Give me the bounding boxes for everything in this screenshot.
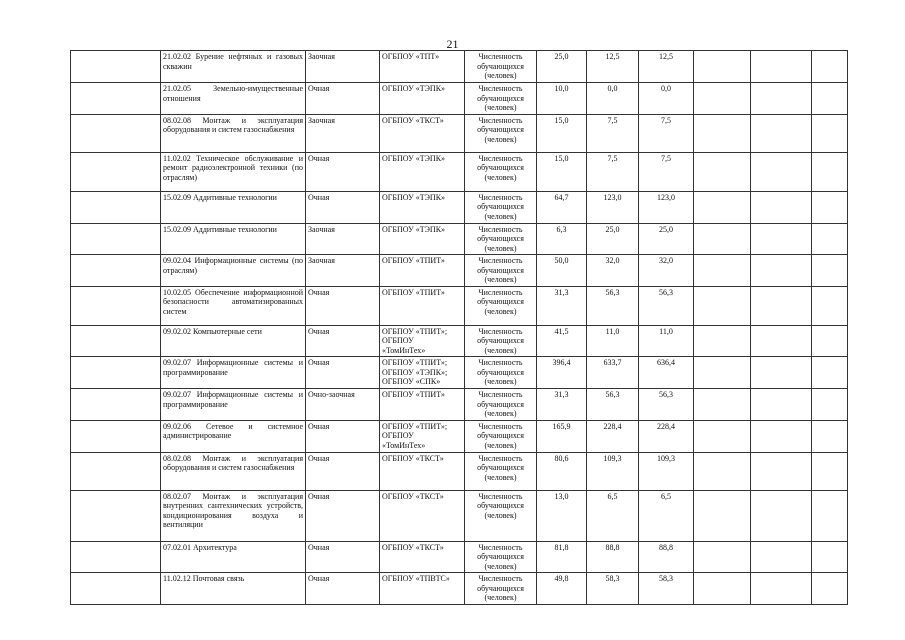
value-cell-2: 0,0 — [587, 83, 639, 115]
specialty-cell: 09.02.06 Сетевое и системное администрирование — [161, 420, 306, 452]
organization-name: ОГБПОУ «ТЭПК»; — [382, 367, 448, 377]
study-form-cell: Очная — [306, 152, 380, 191]
organization-name: ОГБПОУ «ТПИТ» — [382, 390, 445, 399]
table-row — [71, 325, 848, 357]
organization-cell — [380, 286, 465, 325]
specialty-cell: 09.02.07 Информационные системы и программирование — [161, 389, 306, 421]
value-cell-3: 109,3 — [639, 452, 694, 490]
empty-cell-3 — [812, 152, 848, 191]
value-cell-3: 7,5 — [639, 152, 694, 191]
organization-cell — [380, 114, 465, 152]
organization-cell — [380, 541, 465, 573]
value-cell-1: 64,7 — [537, 191, 587, 223]
empty-cell-2 — [751, 325, 812, 357]
value-cell-3: 6,5 — [639, 490, 694, 541]
table-row — [71, 357, 848, 389]
empty-cell-1 — [694, 420, 751, 452]
empty-cell-1 — [694, 51, 751, 83]
study-form-cell: Очная — [306, 573, 380, 605]
study-form-cell: Очная — [306, 490, 380, 541]
empty-cell-1 — [694, 389, 751, 421]
empty-cell-1 — [694, 255, 751, 287]
empty-cell-3 — [812, 420, 848, 452]
organization-name: ОГБПОУ «ТКСТ» — [382, 453, 444, 463]
specialty-cell: 08.02.08 Монтаж и эксплуатация оборудования и систем газоснабжения — [161, 114, 306, 152]
value-cell-3: 228,4 — [639, 420, 694, 452]
organization-name: ОГБПОУ «ТКСТ» — [382, 115, 444, 125]
value-cell-1: 41,5 — [537, 325, 587, 357]
empty-cell-3 — [812, 83, 848, 115]
study-form-cell: Очная — [306, 83, 380, 115]
value-cell-2: 633,7 — [587, 357, 639, 389]
specialty-cell: 09.02.04 Информационные системы (по отраслям) — [161, 255, 306, 287]
specialty-cell: 15.02.09 Аддитивные технологии — [161, 223, 306, 255]
empty-cell-1 — [694, 286, 751, 325]
organization-cell — [380, 452, 465, 490]
value-cell-3: 12,5 — [639, 51, 694, 83]
organization-name: ОГБПОУ «ТПТ» — [382, 52, 440, 61]
empty-cell-3 — [812, 286, 848, 325]
empty-cell-3 — [812, 573, 848, 605]
value-cell-1: 15,0 — [537, 152, 587, 191]
value-cell-3: 0,0 — [639, 83, 694, 115]
page-number: 21 — [446, 37, 459, 51]
empty-cell-3 — [812, 51, 848, 83]
empty-cell-left — [71, 286, 161, 325]
empty-cell-left — [71, 51, 161, 83]
empty-cell-2 — [751, 255, 812, 287]
value-cell-3: 56,3 — [639, 286, 694, 325]
indicator-cell: Численность обучающихся (человек) — [465, 152, 537, 191]
value-cell-3: 636,4 — [639, 357, 694, 389]
organization-cell — [380, 573, 465, 605]
value-cell-1: 6,3 — [537, 223, 587, 255]
value-cell-2: 56,3 — [587, 389, 639, 421]
empty-cell-2 — [751, 286, 812, 325]
empty-cell-left — [71, 452, 161, 490]
organization-name: ОГБПОУ «ТКСТ» — [382, 542, 444, 552]
empty-cell-left — [71, 83, 161, 115]
value-cell-3: 56,3 — [639, 389, 694, 421]
empty-cell-left — [71, 389, 161, 421]
empty-cell-left — [71, 573, 161, 605]
indicator-cell: Численность обучающихся (человек) — [465, 490, 537, 541]
value-cell-1: 13,0 — [537, 490, 587, 541]
table-row — [71, 255, 848, 287]
organization-name: ОГБПОУ «ТЭПК» — [382, 192, 446, 202]
table-row — [71, 286, 848, 325]
empty-cell-1 — [694, 452, 751, 490]
organization-name: ОГБПОУ «ТПИТ» — [382, 256, 445, 265]
indicator-cell: Численность обучающихся (человек) — [465, 325, 537, 357]
value-cell-1: 31,3 — [537, 389, 587, 421]
specialty-cell: 08.02.08 Монтаж и эксплуатация оборудования и систем газоснабжения — [161, 452, 306, 490]
value-cell-2: 88,8 — [587, 541, 639, 573]
empty-cell-left — [71, 223, 161, 255]
specialty-cell: 10.02.05 Обеспечение информационной безопасности автоматизированных систем — [161, 286, 306, 325]
empty-cell-2 — [751, 452, 812, 490]
value-cell-2: 6,5 — [587, 490, 639, 541]
empty-cell-2 — [751, 490, 812, 541]
organization-name: ОГБПОУ «ТЭПК» — [382, 84, 446, 93]
table-row — [71, 541, 848, 573]
specialty-cell: 08.02.07 Монтаж и эксплуатация внутренних сантехнических устройств, кондиционирования воздуха и вентиляции — [161, 490, 306, 541]
value-cell-3: 123,0 — [639, 191, 694, 223]
empty-cell-2 — [751, 223, 812, 255]
study-form-cell: Очная — [306, 420, 380, 452]
organization-cell — [380, 51, 465, 83]
value-cell-2: 11,0 — [587, 325, 639, 357]
value-cell-2: 109,3 — [587, 452, 639, 490]
empty-cell-2 — [751, 420, 812, 452]
organization-name: ОГБПОУ «ТЭПК» — [382, 153, 446, 163]
empty-cell-3 — [812, 452, 848, 490]
organization-cell — [380, 152, 465, 191]
organization-name: «ТомИнТех» — [382, 345, 426, 355]
study-form-cell: Очная — [306, 191, 380, 223]
indicator-cell: Численность обучающихся (человек) — [465, 191, 537, 223]
empty-cell-1 — [694, 114, 751, 152]
specialty-cell: 15.02.09 Аддитивные технологии — [161, 191, 306, 223]
empty-cell-1 — [694, 223, 751, 255]
specialty-cell: 07.02.01 Архитектура — [161, 541, 306, 573]
empty-cell-2 — [751, 541, 812, 573]
empty-cell-2 — [751, 573, 812, 605]
organization-name: ОГБПОУ «ТПИТ»; — [382, 358, 448, 367]
organization-cell — [380, 389, 465, 421]
value-cell-2: 123,0 — [587, 191, 639, 223]
organization-cell — [380, 223, 465, 255]
value-cell-1: 49,8 — [537, 573, 587, 605]
organization-name: ОГБПОУ «ТПИТ»; — [382, 421, 448, 431]
organization-name: ОГБПОУ «ТПИТ» — [382, 287, 445, 297]
indicator-cell: Численность обучающихся (человек) — [465, 420, 537, 452]
value-cell-3: 88,8 — [639, 541, 694, 573]
organization-cell — [380, 357, 465, 389]
empty-cell-2 — [751, 357, 812, 389]
table-row — [71, 191, 848, 223]
empty-cell-1 — [694, 152, 751, 191]
indicator-cell: Численность обучающихся (человек) — [465, 223, 537, 255]
table-body — [71, 51, 848, 605]
indicator-cell: Численность обучающихся (человек) — [465, 114, 537, 152]
table-row — [71, 573, 848, 605]
indicator-cell: Численность обучающихся (человек) — [465, 573, 537, 605]
study-form-cell: Очная — [306, 325, 380, 357]
value-cell-2: 7,5 — [587, 114, 639, 152]
indicator-cell: Численность обучающихся (человек) — [465, 51, 537, 83]
table-row — [71, 83, 848, 115]
study-form-cell: Заочная — [306, 51, 380, 83]
study-form-cell: Заочная — [306, 223, 380, 255]
specialty-cell: 09.02.07 Информационные системы и программирование — [161, 357, 306, 389]
indicator-cell: Численность обучающихся (человек) — [465, 541, 537, 573]
empty-cell-left — [71, 152, 161, 191]
empty-cell-3 — [812, 223, 848, 255]
empty-cell-1 — [694, 490, 751, 541]
specialty-cell: 21.02.05 Земельно-имущественные отношения — [161, 83, 306, 115]
table-row — [71, 490, 848, 541]
table-row — [71, 389, 848, 421]
value-cell-3: 32,0 — [639, 255, 694, 287]
empty-cell-3 — [812, 490, 848, 541]
specialty-cell: 11.02.02 Техническое обслуживание и ремонт радиоэлектронной техники (по отраслям) — [161, 152, 306, 191]
study-form-cell: Очная — [306, 541, 380, 573]
empty-cell-3 — [812, 389, 848, 421]
value-cell-3: 58,3 — [639, 573, 694, 605]
organization-name: ОГБПОУ «ТПИТ»; — [382, 326, 448, 336]
study-form-cell: Очная — [306, 452, 380, 490]
empty-cell-2 — [751, 389, 812, 421]
empty-cell-left — [71, 490, 161, 541]
value-cell-1: 396,4 — [537, 357, 587, 389]
value-cell-2: 7,5 — [587, 152, 639, 191]
empty-cell-2 — [751, 152, 812, 191]
empty-cell-1 — [694, 541, 751, 573]
value-cell-1: 165,9 — [537, 420, 587, 452]
study-form-cell: Заочная — [306, 114, 380, 152]
value-cell-1: 15,0 — [537, 114, 587, 152]
empty-cell-1 — [694, 191, 751, 223]
indicator-cell: Численность обучающихся (человек) — [465, 452, 537, 490]
indicator-cell: Численность обучающихся (человек) — [465, 389, 537, 421]
indicator-cell: Численность обучающихся (человек) — [465, 255, 537, 287]
data-table — [70, 50, 848, 605]
indicator-cell: Численность обучающихся (человек) — [465, 83, 537, 115]
empty-cell-2 — [751, 191, 812, 223]
empty-cell-2 — [751, 51, 812, 83]
empty-cell-left — [71, 420, 161, 452]
study-form-cell: Очная — [306, 286, 380, 325]
empty-cell-2 — [751, 83, 812, 115]
specialty-cell: 21.02.02 Бурение нефтяных и газовых скважин — [161, 51, 306, 83]
study-form-cell: Заочная — [306, 255, 380, 287]
study-form-cell: Очно-заочная — [306, 389, 380, 421]
empty-cell-left — [71, 255, 161, 287]
value-cell-2: 25,0 — [587, 223, 639, 255]
empty-cell-1 — [694, 357, 751, 389]
organization-cell — [380, 191, 465, 223]
organization-cell — [380, 255, 465, 287]
value-cell-3: 25,0 — [639, 223, 694, 255]
empty-cell-left — [71, 325, 161, 357]
table-row — [71, 223, 848, 255]
organization-name: ОГБПОУ «ТКСТ» — [382, 491, 444, 501]
empty-cell-3 — [812, 357, 848, 389]
organization-name: ОГБПОУ «ТПВТС» — [382, 574, 450, 583]
empty-cell-2 — [751, 114, 812, 152]
organization-cell — [380, 490, 465, 541]
indicator-cell: Численность обучающихся (человек) — [465, 286, 537, 325]
empty-cell-left — [71, 357, 161, 389]
organization-cell — [380, 83, 465, 115]
empty-cell-3 — [812, 255, 848, 287]
study-form-cell: Очная — [306, 357, 380, 389]
empty-cell-3 — [812, 114, 848, 152]
empty-cell-1 — [694, 83, 751, 115]
organization-cell — [380, 325, 465, 357]
specialty-cell: 11.02.12 Почтовая связь — [161, 573, 306, 605]
table-row — [71, 51, 848, 83]
table-row — [71, 420, 848, 452]
table-row — [71, 452, 848, 490]
value-cell-2: 32,0 — [587, 255, 639, 287]
value-cell-1: 81,8 — [537, 541, 587, 573]
indicator-cell: Численность обучающихся (человек) — [465, 357, 537, 389]
value-cell-2: 56,3 — [587, 286, 639, 325]
value-cell-2: 12,5 — [587, 51, 639, 83]
specialty-cell: 09.02.02 Компьютерные сети — [161, 325, 306, 357]
value-cell-2: 228,4 — [587, 420, 639, 452]
value-cell-1: 80,6 — [537, 452, 587, 490]
empty-cell-3 — [812, 191, 848, 223]
empty-cell-1 — [694, 325, 751, 357]
empty-cell-left — [71, 541, 161, 573]
empty-cell-left — [71, 191, 161, 223]
organization-cell — [380, 420, 465, 452]
value-cell-2: 58,3 — [587, 573, 639, 605]
organization-name: ОГБПОУ «СПК» — [382, 377, 441, 386]
table-row — [71, 114, 848, 152]
organization-name: ОГБПОУ — [382, 431, 414, 440]
value-cell-3: 11,0 — [639, 325, 694, 357]
organization-name: ОГБПОУ — [382, 336, 414, 345]
organization-name: ОГБПОУ «ТЭПК» — [382, 224, 446, 234]
value-cell-1: 25,0 — [537, 51, 587, 83]
value-cell-1: 10,0 — [537, 83, 587, 115]
value-cell-3: 7,5 — [639, 114, 694, 152]
empty-cell-left — [71, 114, 161, 152]
table-row — [71, 152, 848, 191]
empty-cell-3 — [812, 541, 848, 573]
organization-name: «ТомИнТех» — [382, 440, 426, 450]
empty-cell-3 — [812, 325, 848, 357]
value-cell-1: 50,0 — [537, 255, 587, 287]
value-cell-1: 31,3 — [537, 286, 587, 325]
empty-cell-1 — [694, 573, 751, 605]
